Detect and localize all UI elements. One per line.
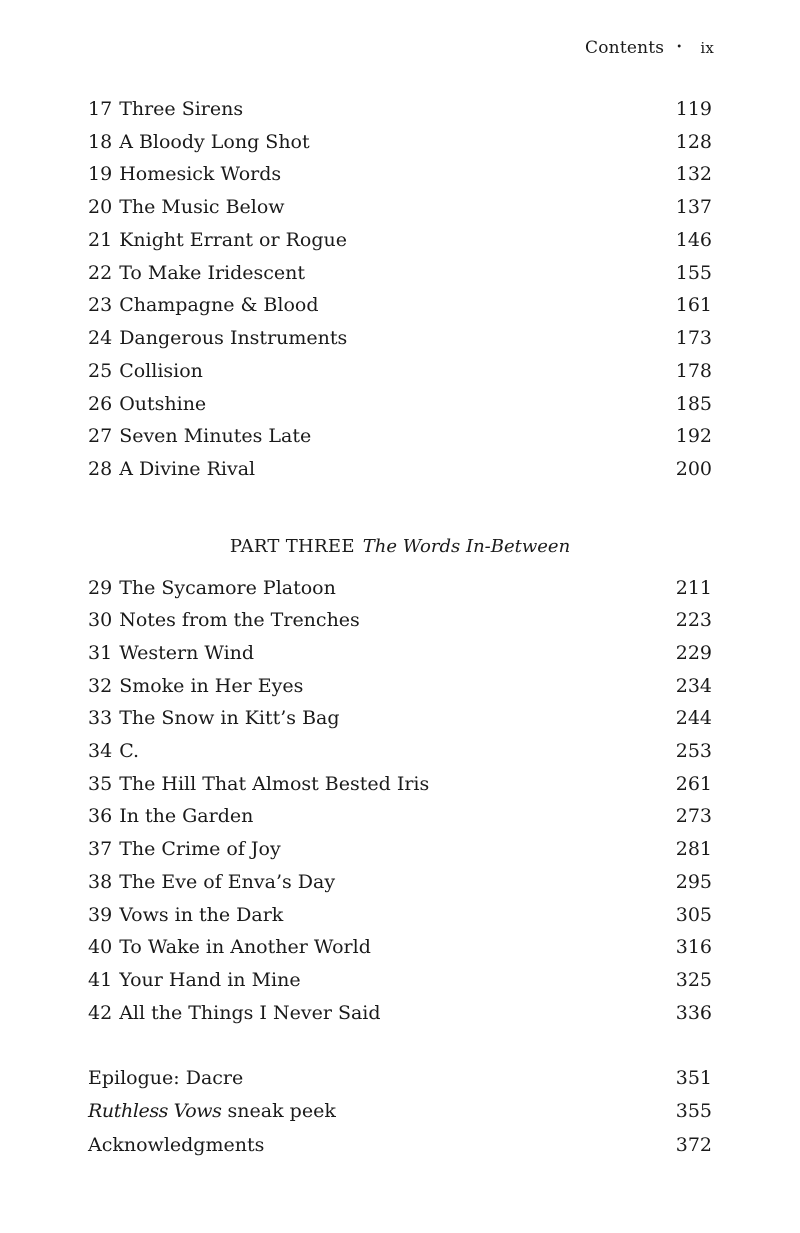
chapter-number: 21 [88,229,113,251]
chapter-number: 42 [88,1002,113,1024]
toc-entry [88,609,712,635]
sneak-peek-page: 355 [675,1100,712,1122]
chapter-title: The Crime of Joy [119,838,281,860]
chapter-page: 234 [675,675,712,697]
chapter-page: 119 [675,98,712,120]
header-page-number: ix [700,39,714,57]
chapter-title: Champagne & Blood [119,294,319,316]
chapter-number: 37 [88,838,113,860]
toc-entry [88,393,712,419]
chapter-page: 325 [675,969,712,991]
sneak-peek-book-title: Ruthless Vows [88,1100,222,1122]
chapter-title: Your Hand in Mine [119,969,301,991]
chapter-page: 200 [675,458,712,480]
chapter-page: 223 [675,609,712,631]
toc-entry-acknowledgments [88,1134,712,1160]
chapter-number: 36 [88,805,113,827]
chapter-title: Knight Errant or Rogue [119,229,347,251]
chapter-title: C. [119,740,140,762]
chapter-title: To Wake in Another World [119,936,371,958]
chapter-title: In the Garden [119,805,254,827]
chapter-page: 185 [675,393,712,415]
chapter-page: 211 [675,577,712,599]
toc-entry [88,196,712,222]
chapter-title: Collision [119,360,203,382]
chapter-number: 26 [88,393,113,415]
epilogue-page: 351 [675,1067,712,1089]
chapter-number: 18 [88,131,113,153]
epilogue-title: Epilogue: Dacre [88,1067,244,1089]
toc-entry [88,577,712,603]
chapter-page: 244 [675,707,712,729]
chapter-title: Homesick Words [119,163,282,185]
toc-entry [88,936,712,962]
chapter-title: Smoke in Her Eyes [119,675,304,697]
chapter-title: Vows in the Dark [119,904,284,926]
chapter-number: 20 [88,196,113,218]
chapter-title: Dangerous Instruments [119,327,348,349]
chapter-number: 24 [88,327,113,349]
chapter-page: 305 [675,904,712,926]
chapter-title: Three Sirens [119,98,244,120]
chapter-page: 155 [675,262,712,284]
chapter-page: 273 [675,805,712,827]
chapter-page: 229 [675,642,712,664]
chapter-number: 27 [88,425,113,447]
chapter-title: All the Things I Never Said [119,1002,381,1024]
chapter-page: 146 [675,229,712,251]
chapter-title: The Snow in Kitt’s Bag [119,707,340,729]
chapter-title: To Make Iridescent [119,262,306,284]
chapter-page: 316 [675,936,712,958]
toc-entry [88,98,712,124]
toc-entry [88,675,712,701]
toc-entry [88,131,712,157]
toc-entry [88,458,712,484]
header-separator: • [676,41,683,53]
toc-entry [88,294,712,320]
part-three-heading [0,536,800,557]
toc-entry [88,773,712,799]
chapter-title: Outshine [119,393,207,415]
chapter-number: 22 [88,262,113,284]
header-section-title: Contents [585,38,665,58]
chapter-page: 173 [675,327,712,349]
chapter-title: The Sycamore Platoon [119,577,336,599]
chapter-title: A Bloody Long Shot [119,131,310,153]
chapter-title: The Hill That Almost Bested Iris [119,773,430,795]
toc-entry [88,805,712,831]
chapter-number: 25 [88,360,113,382]
chapter-number: 23 [88,294,113,316]
part-subtitle: The Words In-Between [362,536,571,557]
part-label: PART THREE [229,536,355,557]
chapter-number: 34 [88,740,113,762]
chapter-number: 39 [88,904,113,926]
chapter-page: 178 [675,360,712,382]
chapter-number: 29 [88,577,113,599]
chapter-page: 161 [675,294,712,316]
chapter-page: 132 [675,163,712,185]
chapter-page: 261 [675,773,712,795]
acknowledgments-title: Acknowledgments [88,1134,265,1156]
chapter-title: A Divine Rival [119,458,256,480]
chapter-number: 33 [88,707,113,729]
chapter-title: Seven Minutes Late [119,425,312,447]
chapter-page: 336 [675,1002,712,1024]
chapter-number: 28 [88,458,113,480]
toc-entry [88,740,712,766]
toc-entry [88,425,712,451]
chapter-page: 281 [675,838,712,860]
toc-entry [88,904,712,930]
chapter-number: 41 [88,969,113,991]
chapter-page: 253 [675,740,712,762]
chapter-page: 128 [675,131,712,153]
chapter-number: 17 [88,98,113,120]
chapter-title: The Eve of Enva’s Day [119,871,336,893]
chapter-page: 192 [675,425,712,447]
chapter-title: Western Wind [119,642,255,664]
toc-entry [88,642,712,668]
toc-entry [88,838,712,864]
chapter-number: 31 [88,642,113,664]
chapter-page: 295 [675,871,712,893]
chapter-number: 35 [88,773,113,795]
chapter-title: Notes from the Trenches [119,609,360,631]
chapter-number: 32 [88,675,113,697]
chapter-title: The Music Below [119,196,285,218]
toc-entry [88,969,712,995]
chapter-number: 40 [88,936,113,958]
toc-entry [88,707,712,733]
acknowledgments-page: 372 [675,1134,712,1156]
toc-entry-sneak-peek [88,1100,712,1126]
chapter-number: 38 [88,871,113,893]
chapter-number: 19 [88,163,113,185]
toc-entry [88,360,712,386]
chapter-page: 137 [675,196,712,218]
chapter-number: 30 [88,609,113,631]
toc-entry [88,1002,712,1028]
toc-entry [88,163,712,189]
toc-entry [88,262,712,288]
toc-entry [88,229,712,255]
sneak-peek-label: sneak peek [221,1100,336,1122]
running-header [585,38,714,58]
toc-entry [88,327,712,353]
toc-entry-epilogue [88,1067,712,1093]
toc-entry [88,871,712,897]
